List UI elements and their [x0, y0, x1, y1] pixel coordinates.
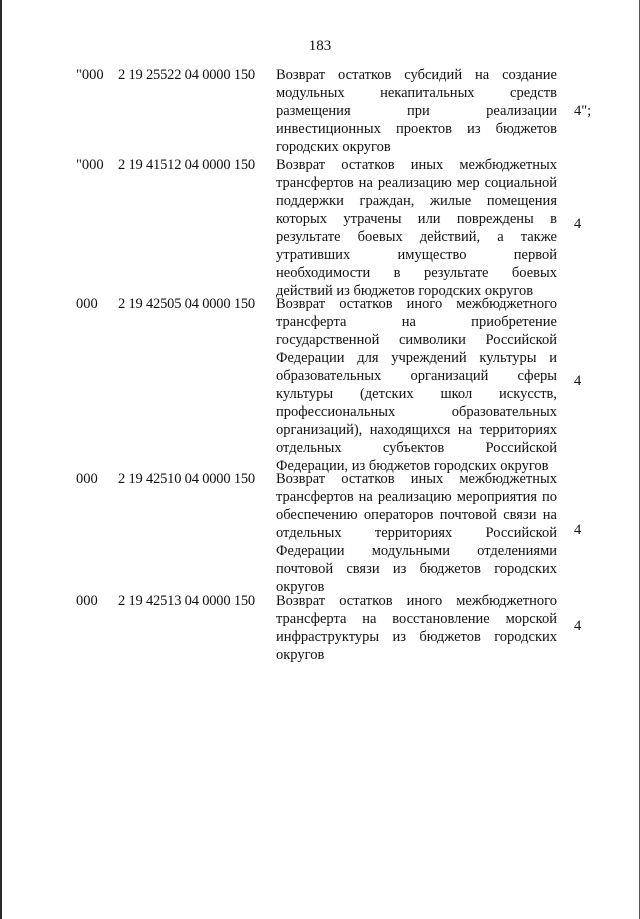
page-edge-left — [0, 0, 2, 919]
revenue-description: Возврат остатков иных межбюджетных трансфертов на реализацию мероприятия по обеспечению операторов почтовой связи на отдельных территориях Российской Федерации модульными отделениями почтовой связи из бюджетов городских округов — [276, 471, 557, 595]
admin-code: "000 — [76, 157, 104, 173]
amount-value: 4 — [574, 522, 582, 538]
page-number: 183 — [308, 38, 332, 54]
kbk-code: 2 19 42505 04 0000 150 — [118, 296, 255, 312]
amount-value: 4 — [574, 216, 582, 232]
revenue-description: Возврат остатков иных межбюджетных трансфертов на реализацию мер социальной поддержки граждан, жилые помещения которых утрачены или повреждены в результате боевых действий, а также утративших имущество первой необходимости в результате боевых действий из бюджетов городских округов — [276, 157, 557, 299]
kbk-code: 2 19 25522 04 0000 150 — [118, 67, 255, 83]
admin-code: 000 — [76, 296, 98, 312]
revenue-description: Возврат остатков субсидий на создание модульных некапитальных средств размещения при реализации инвестиционных проектов из бюджетов городских округов — [276, 67, 557, 155]
kbk-code: 2 19 42513 04 0000 150 — [118, 593, 255, 609]
amount-value: 4"; — [574, 103, 592, 119]
kbk-code: 2 19 41512 04 0000 150 — [118, 157, 255, 173]
amount-value: 4 — [574, 373, 582, 389]
admin-code: 000 — [76, 593, 98, 609]
kbk-code: 2 19 42510 04 0000 150 — [118, 471, 255, 487]
admin-code: "000 — [76, 67, 104, 83]
amount-value: 4 — [574, 618, 582, 634]
admin-code: 000 — [76, 471, 98, 487]
revenue-description: Возврат остатков иного межбюджетного трансферта на приобретение государственной символики Российской Федерации для учреждений культуры и образовательных организаций сферы культуры (детских школ искусств, профессиональных образовательных организаций), находящихся на территориях отдельных субъектов Российской Федерации, из бюджетов городских округов — [276, 296, 557, 474]
revenue-description: Возврат остатков иного межбюджетного трансферта на восстановление морской инфраструктуры из бюджетов городских округов — [276, 593, 557, 663]
